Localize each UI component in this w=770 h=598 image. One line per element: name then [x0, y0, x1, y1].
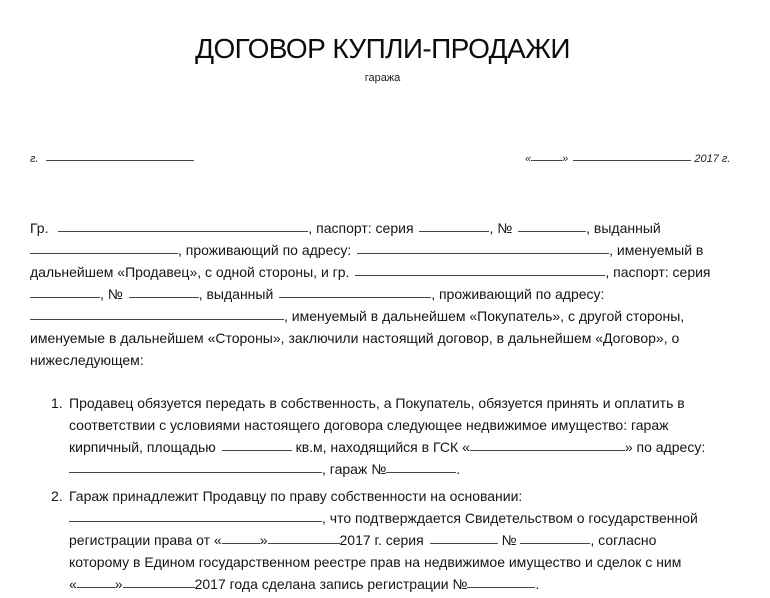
intro-line-6: именуемые в дальнейшем «Стороны», заключили настоящий договор, в дальнейшем «Договор», о	[30, 330, 680, 346]
buyer-role-text: , именуемый в дальнейшем «Покупатель», с другой стороны,	[284, 308, 685, 324]
registration-day-blank[interactable]	[222, 543, 260, 544]
intro-line-7: нижеследующем:	[30, 352, 144, 368]
record-text: 2017 года сделана запись регистрации №	[194, 576, 468, 592]
seller-passport-series-blank[interactable]	[419, 231, 489, 232]
garage-number-blank[interactable]	[386, 472, 456, 473]
buyer-address-blank[interactable]	[30, 319, 284, 320]
record-month-blank[interactable]	[123, 587, 195, 588]
day-blank[interactable]	[531, 160, 562, 161]
buyer-residing-label: , проживающий по адресу:	[431, 286, 605, 302]
residing-label: , проживающий по адресу:	[178, 242, 352, 258]
clause-2-number: 2.	[51, 488, 63, 504]
certificate-number-blank[interactable]	[520, 543, 590, 544]
according-text: , согласно	[590, 532, 657, 548]
document-title: ДОГОВОР КУПЛИ-ПРОДАЖИ	[195, 33, 570, 64]
clause-1-number: 1.	[51, 395, 63, 411]
seller-passport-number-blank[interactable]	[518, 231, 586, 232]
city-blank[interactable]	[46, 160, 194, 161]
clause-2-line-4: которому в Едином государственном реестре прав на недвижимое имущество и сделок с ним	[69, 554, 682, 570]
registration-date-label: регистрации права от «	[69, 532, 222, 548]
area-label: кирпичный, площадью	[69, 439, 216, 455]
certificate-number-label: №	[501, 532, 517, 548]
clause-1-line-3	[69, 439, 705, 455]
clause-1-line-4	[69, 461, 460, 477]
gsk-name-blank[interactable]	[470, 450, 625, 451]
clause-1-line-1: Продавец обязуется передать в собственность, а Покупатель, обязуется принять и оплатить в	[69, 395, 685, 411]
buyer-issued-blank[interactable]	[279, 297, 431, 298]
gsk-address-label: » по адресу:	[624, 439, 706, 455]
city-prefix: г.	[30, 153, 39, 165]
clause-2-line-5	[69, 576, 539, 592]
ownership-basis-blank[interactable]	[69, 521, 322, 522]
citizen-label: Гр.	[30, 220, 49, 236]
clause-1-line-2: соответствии с условиями настоящего договора следующее недвижимое имущество: гараж	[69, 417, 669, 433]
clause-2-line-1: Гараж принадлежит Продавцу по праву собственности на основании:	[69, 488, 523, 504]
named-label: , именуемый в	[609, 242, 704, 258]
garage-number-label: , гараж №	[322, 461, 387, 477]
registration-day-close: »	[259, 532, 268, 548]
clause-2-line-2	[69, 510, 698, 526]
intro-line-1	[30, 220, 661, 236]
passport-series-label: , паспорт: серия	[308, 220, 414, 236]
record-date-open: «	[69, 576, 77, 592]
document-subtitle: гаража	[364, 72, 401, 84]
seller-name-blank[interactable]	[58, 231, 308, 232]
registration-month-blank[interactable]	[268, 543, 340, 544]
buyer-passport-series-blank[interactable]	[30, 297, 100, 298]
clause-2-period: .	[535, 576, 540, 592]
gsk-label: кв.м, находящийся в ГСК «	[295, 439, 470, 455]
certificate-text: , что подтверждается Свидетельством о государственной	[322, 510, 698, 526]
buyer-passport-number-label: , №	[100, 286, 123, 302]
record-date-close: »	[114, 576, 123, 592]
date-close-quote: »	[562, 153, 569, 165]
intro-line-3	[30, 264, 711, 280]
intro-line-4	[30, 286, 604, 302]
month-blank[interactable]	[573, 160, 691, 161]
intro-line-2	[30, 242, 703, 258]
seller-issued-blank[interactable]	[30, 253, 178, 254]
record-number-blank[interactable]	[467, 587, 535, 588]
passport-number-label: , №	[489, 220, 513, 236]
seller-role-text: дальнейшем «Продавец», с одной стороны, и гр.	[30, 264, 350, 280]
buyer-issued-label: , выданный	[198, 286, 274, 302]
seller-address-blank[interactable]	[357, 253, 609, 254]
certificate-series-blank[interactable]	[430, 543, 498, 544]
buyer-passport-series-label: , паспорт: серия	[605, 264, 711, 280]
date-open-quote: «	[525, 153, 532, 165]
area-blank[interactable]	[222, 450, 292, 451]
buyer-passport-number-blank[interactable]	[129, 297, 199, 298]
certificate-series-label: 2017 г. серия	[339, 532, 424, 548]
year-text: 2017 г.	[694, 153, 731, 165]
garage-address-blank[interactable]	[69, 472, 322, 473]
record-day-blank[interactable]	[77, 587, 115, 588]
date-field	[525, 153, 730, 165]
issued-label: , выданный	[586, 220, 661, 236]
clause-1-period: .	[456, 461, 461, 477]
intro-line-5	[30, 308, 684, 324]
clause-2-line-3	[69, 532, 656, 548]
place-field	[30, 153, 194, 165]
buyer-name-blank[interactable]	[355, 275, 605, 276]
